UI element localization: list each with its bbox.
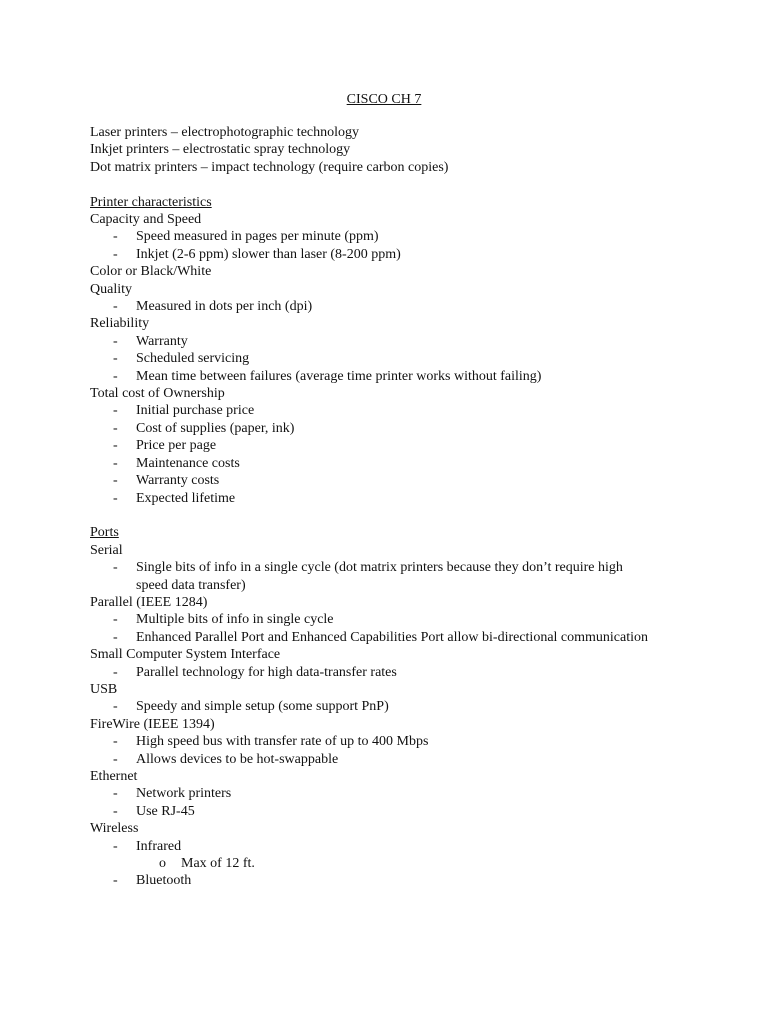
bullet-item: - Cost of supplies (paper, ink) [113,420,295,436]
bullet-item: - Infrared [113,838,182,854]
dash-marker: - [113,455,118,471]
topic-serial: Serial [90,542,123,558]
dash-marker: - [113,734,118,750]
bullet-item: - Multiple bits of info in single cycle [113,612,334,628]
topic-firewire: FireWire (IEEE 1394) [90,716,215,732]
bullet-item: - Network printers [113,786,232,802]
intro-line: Inkjet printers – electrostatic spray technology [90,142,351,158]
sub-bullet-item: o Max of 12 ft. [159,856,255,872]
bullet-item: - Warranty [113,333,188,349]
topic-usb: USB [90,681,118,697]
section-heading-printer: Printer characteristics [90,194,212,210]
bullet-item: - Enhanced Parallel Port and Enhanced Capabilities Port allow bi-directional communication [113,629,649,645]
bullet-item: - Single bits of info in a single cycle (dot matrix printers because they don’t require high speed data transfer) [113,560,623,593]
topic-parallel: Parallel (IEEE 1284) [90,594,208,610]
bullet-item: - Use RJ-45 [113,803,195,819]
dash-marker: - [113,473,118,489]
intro-line: Laser printers – electrophotographic technology [90,125,360,140]
dash-marker: - [113,246,118,262]
document-body [90,124,690,890]
dash-marker: - [113,560,118,576]
bullet-item: - High speed bus with transfer rate of up to 400 Mbps [113,734,429,750]
topic-scsi: Small Computer System Interface [90,647,281,663]
dash-marker: - [113,873,118,889]
dash-marker: - [113,803,118,819]
bullet-item: - Scheduled servicing [113,351,250,367]
topic-color: Color or Black/White [90,264,212,280]
bullet-item: - Price per page [113,438,217,454]
topic-wireless: Wireless [90,821,139,837]
topic-tco: Total cost of Ownership [90,386,225,402]
dash-marker: - [113,490,118,506]
bullet-item: - Allows devices to be hot-swappable [113,751,339,767]
section-heading-ports: Ports [90,525,119,541]
intro-line: Dot matrix printers – impact technology (require carbon copies) [90,159,449,175]
dash-marker: - [113,299,118,315]
dash-marker: - [113,403,118,419]
bullet-item: - Inkjet (2-6 ppm) slower than laser (8-200 ppm) [113,246,401,262]
dash-marker: - [113,368,118,384]
dash-marker: - [113,786,118,802]
bullet-item: - Parallel technology for high data-transfer rates [113,664,397,680]
bullet-item: - Measured in dots per inch (dpi) [113,299,313,315]
dash-marker: - [113,629,118,645]
bullet-item: - Bluetooth [113,873,192,889]
dash-marker: - [113,838,118,854]
dash-marker: - [113,351,118,367]
topic-quality: Quality [90,281,132,297]
topic-ethernet: Ethernet [90,769,138,784]
dash-marker: - [113,229,118,245]
bullet-item: - Speed measured in pages per minute (ppm) [113,229,379,245]
bullet-item: - Speedy and simple setup (some support PnP) [113,699,389,715]
bullet-item: - Mean time between failures (average time printer works without failing) [113,368,542,384]
dash-marker: - [113,333,118,349]
dash-marker: - [113,664,118,680]
dash-marker: - [113,751,118,767]
circle-marker: o [159,856,166,872]
dash-marker: - [113,438,118,454]
dash-marker: - [113,420,118,436]
dash-marker: - [113,612,118,628]
bullet-item: - Maintenance costs [113,455,240,471]
bullet-item: - Warranty costs [113,473,220,489]
page-title: CISCO CH 7 [346,92,422,107]
bullet-item: - Initial purchase price [113,403,255,419]
dash-marker: - [113,699,118,715]
bullet-item: - Expected lifetime [113,490,236,506]
topic-capacity: Capacity and Speed [90,212,202,228]
topic-reliability: Reliability [90,316,150,332]
